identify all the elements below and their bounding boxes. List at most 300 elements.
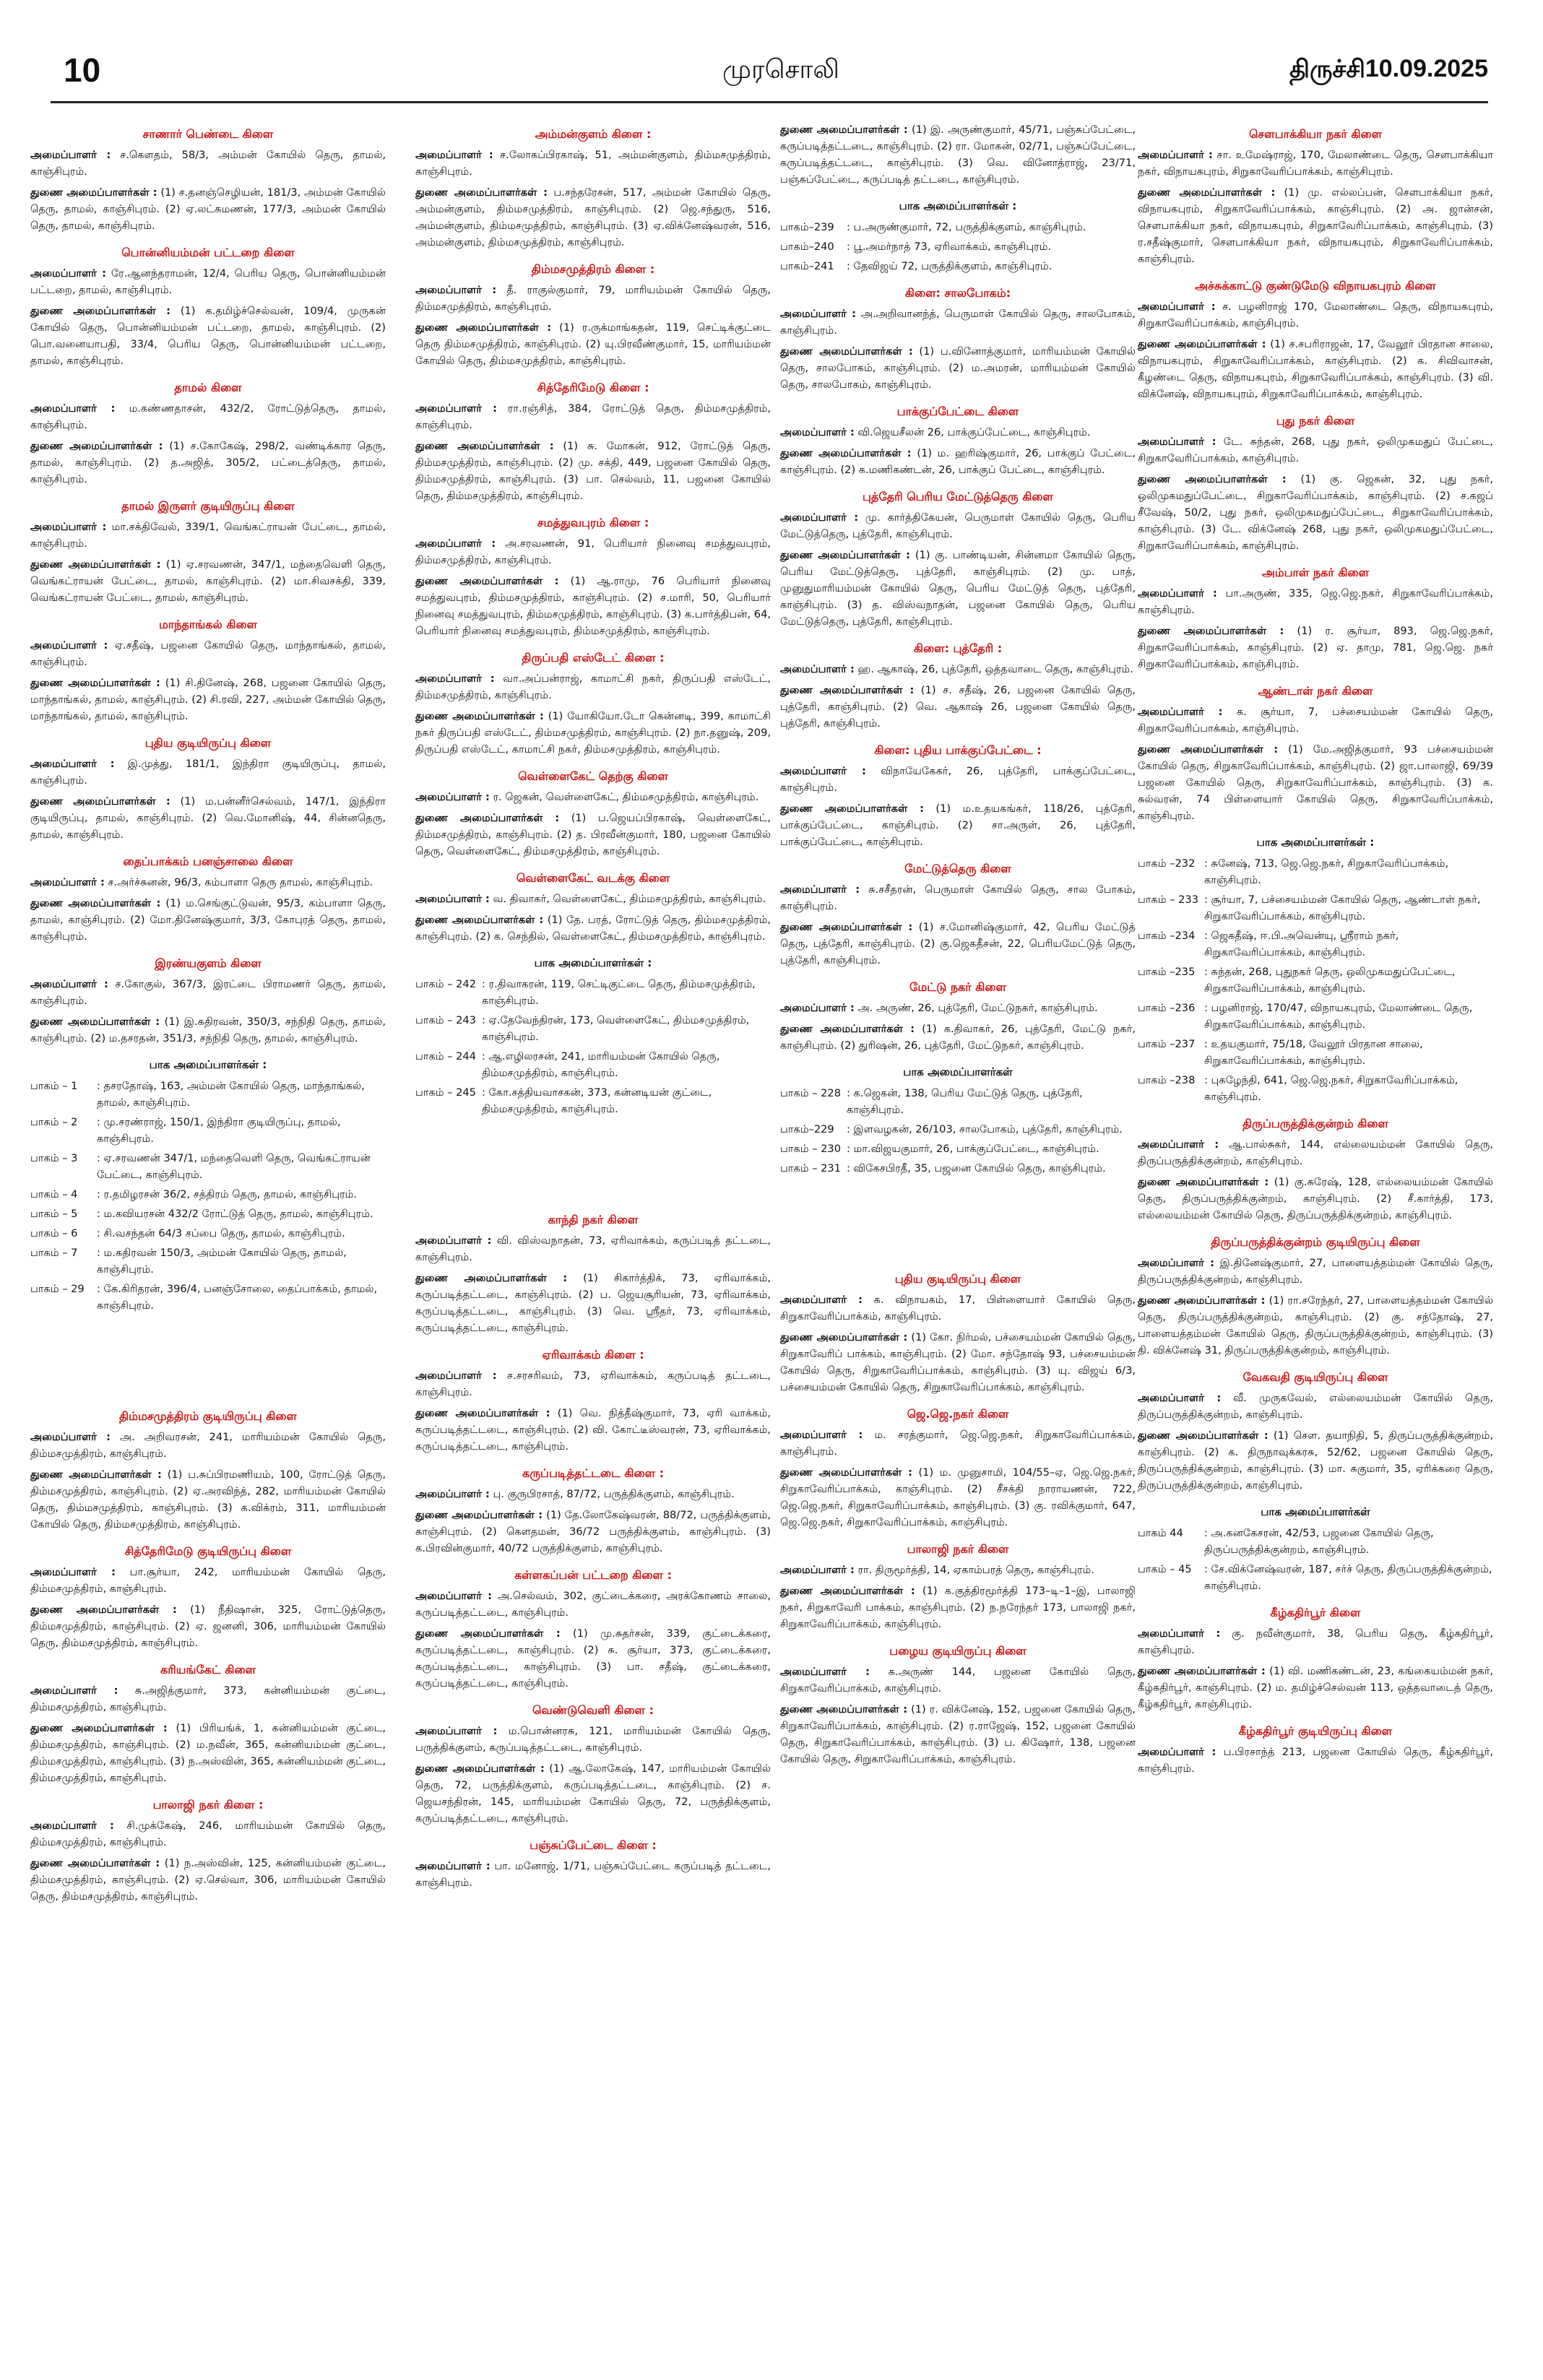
branch-title: திருப்பருத்திக்குன்றம் கிளை: [1242, 1117, 1388, 1130]
vice-entry: [30, 1855, 386, 1905]
vice-label: துணை அமைப்பாளர்கள் :: [1138, 473, 1287, 485]
president-entry: [415, 535, 771, 568]
vice-entry: [780, 1464, 1136, 1531]
branch-title: வெள்ளைகேட் வடக்கு கிளை: [516, 871, 670, 885]
vice-value: (1) பிரியங்க், 1, கன்னியம்மன் குட்டை, திம்மசமுத்திரம், காஞ்சிபுரம். (2) ம.நவீன், 365, கன்னியம்மன் குட்டை, திம்மசமுத்திரம், காஞ்சிபுரம். (3) ந.அஸ்வின், 365, கன்னியம்மன் குட்டை, திம்மசமுத்திரம், காஞ்சிபுரம்.: [30, 1722, 386, 1784]
vice-entry: [1138, 1174, 1493, 1224]
vice-value: (1) தே.லோகேஷ்வரன், 88/72, பருத்திக்குளம், காஞ்சிபுரம். (2) கௌதமன், 36/72 பருத்திக்குளம், காஞ்சிபுரம். (3) க.பிரவின்குமார், 40/72 பருத்திக்குளம், காஞ்சிபுரம்.: [415, 1509, 771, 1554]
vice-value: (1) இ. அருண்குமார், 45/71, பஞ்சுப்பேட்டை, கருப்படித்தட்டடை, காஞ்சிபுரம். (2) ரா. மோகன், 02/71, பஞ்சுப்பேட்டை, கருப்படித்தட்டடை, காஞ்சிபுரம். (3) வெ. வினோத்ராஜ், 23/71, பஞ்சுப்பேட்டை, கருப்படித் தட்டடை, காஞ்சிபுரம்.: [780, 124, 1136, 186]
president-label: அமைப்பாளர் :: [415, 402, 498, 415]
branch-section: [780, 1643, 1136, 1767]
vice-label: துணை அமைப்பாளர்கள் :: [415, 321, 552, 334]
vice-entry: [415, 1625, 771, 1692]
branch-section: [30, 244, 386, 369]
branch-title: புதிய குடியிருப்பு கிளை: [144, 736, 272, 750]
vice-label: துணை அமைப்பாளர்கள் :: [780, 1703, 908, 1715]
vice-value: (1) நீதிஷான், 325, ரோட்டுத்தெரு, திம்மசமுத்திரம், காஞ்சிபுரம். (2) ஏ. ஜனனி, 306, மாரியம்மன் கோயில் தெரு, திம்மசமுத்திரம், காஞ்சிபுரம்.: [30, 1604, 386, 1649]
part-organisers: [1138, 834, 1493, 1105]
vice-label: துணை அமைப்பாளர்கள் :: [415, 440, 554, 452]
part-row: [30, 1281, 386, 1314]
part-name: : ஏ.தேவேந்திரன், 173, வெள்ளைகேட், திம்மசமுத்திரம், காஞ்சிபுரம்.: [482, 1014, 750, 1043]
vice-entry: [30, 438, 386, 488]
vice-label: துணை அமைப்பாளர்கள் :: [780, 1023, 915, 1035]
president-label: அமைப்பாளர் :: [1138, 1138, 1219, 1151]
president-label: அமைப்பாளர் :: [1138, 1627, 1221, 1640]
branch-section: [30, 126, 386, 234]
vice-entry: [30, 1466, 386, 1533]
branch-title: வெண்டுவெளி கிளை :: [532, 1703, 654, 1717]
branch-section: [780, 403, 1136, 478]
masthead: [51, 51, 1488, 94]
branch-title: திருப்பதி எஸ்டேட் கிளை :: [522, 651, 665, 665]
part-row: [1138, 1525, 1493, 1558]
branch-section: [1138, 1234, 1493, 1359]
president-label: அமைப்பாளர் :: [415, 1234, 492, 1247]
president-label: அமைப்பாளர் :: [415, 1369, 497, 1382]
branch-title: கள்ளகப்பன் பட்டறை கிளை :: [514, 1568, 672, 1582]
vice-entry: [1138, 336, 1493, 402]
president-entry: [30, 1429, 386, 1462]
president-value: ம. சரத்குமார், ஜெ.ஜெ.நகர், சிறுகாவேரிப்பாக்கம், காஞ்சிபுரம்.: [780, 1429, 1136, 1458]
part-number: பாகம் – 245: [415, 1086, 476, 1099]
president-value: வி.ஜெயசீலன் 26, பாக்குப்பேட்டை, காஞ்சிபுரம்.: [857, 426, 1091, 438]
vice-label: துணை அமைப்பாளர்கள் :: [780, 1466, 913, 1479]
vice-value: (1) சௌ. தயாநிதி, 5, திருப்பருத்திக்குன்றம், காஞ்சிபுரம். (2) க. திருநாவுக்கரசு, 52/62, பஜனை கோயில் தெரு, திருப்பருத்திக்குன்றம், காஞ்சிபுரம். (3) மா. சுகுமார், 35, ஏரிக்கரை தெரு, திருப்பருத்திக்குன்றம், காஞ்சிபுரம்.: [1138, 1429, 1493, 1492]
president-value: அ.செல்வம், 302, குட்டைக்கரை, அரக்கோணம் சாலை, கருப்படித்தட்டடை, காஞ்சிபுரம்.: [415, 1590, 771, 1619]
part-name: : உதயகுமார், 75/18, வேலூர் பிரதான சாலை, சிறுகாவேரிப்பாக்கம், காஞ்சிபுரம்.: [1204, 1038, 1423, 1067]
part-number: பாகம் – 4: [30, 1188, 78, 1200]
vice-label: துணை அமைப்பாளர்கள் :: [30, 1857, 160, 1869]
president-entry: [415, 282, 771, 315]
vice-entry: [415, 708, 771, 758]
vice-value: (1) ஏ.சரவணன், 347/1, மந்தைவெளி தெரு, வெங்கட்ராயன் பேட்டை, தாமல், காஞ்சிபுரம். (2) மா.சிவசக்தி, 339, வெங்கட்ராயன் பேட்டை, தாமல், காஞ்சிபுரம்.: [30, 558, 386, 604]
vice-entry: [415, 1760, 771, 1827]
president-entry: [1138, 1255, 1493, 1288]
vice-entry: [1138, 623, 1493, 672]
vice-value: (1) ச.மோனிஷ்குமார், 42, பெரிய மேட்டுத் தெரு, புத்தேரி, காஞ்சிபுரம். (2) கு.ஜெகதீசன், 22, பெரியமேட்டுத் தெரு, புத்தேரி, காஞ்சிபுரம்.: [780, 921, 1136, 966]
part-name: : ஆ.எழிலரசன், 241, மாரியம்மன் கோயில் தெரு, திம்மசமுத்திரம், காஞ்சிபுரம்.: [482, 1050, 720, 1079]
president-value: விநாயேகேகர், 26, புத்தேரி, பாக்குப்பேட்டை, காஞ்சிபுரம்.: [780, 765, 1136, 794]
branch-section: [415, 1702, 771, 1827]
president-label: அமைப்பாளர் :: [30, 1819, 114, 1832]
president-label: அமைப்பாளர் :: [30, 521, 107, 533]
president-label: அமைப்பாளர் :: [30, 402, 116, 415]
president-label: அமைப்பாளர் :: [1138, 706, 1223, 718]
page-number: 10: [64, 51, 101, 89]
vice-entry: [30, 184, 386, 234]
header-rule: [51, 101, 1488, 103]
branch-title: கிளை: புத்தேரி :: [913, 641, 1003, 655]
president-value: அ. அருண், 26, புத்தேரி, மேட்டுநகர், காஞ்சிபுரம்.: [857, 1002, 1098, 1014]
branch-title: காந்தி நகர் கிளை: [548, 1213, 639, 1226]
president-value: க. விநாயகம், 17, பிள்ளையார் கோயில் தெரு, சிறுகாவேரிப்பாக்கம், காஞ்சிபுரம்.: [780, 1294, 1136, 1323]
vice-entry: [1138, 471, 1493, 554]
vice-entry: [780, 919, 1136, 969]
vice-entry: [30, 303, 386, 369]
president-value: பா. மனோஜ், 1/71, பஞ்சுப்பேட்டை கருப்படித் தட்டடை, காஞ்சிபுரம்.: [415, 1860, 771, 1889]
part-row: [780, 1121, 1136, 1138]
branch-section: [30, 1796, 386, 1905]
branch-section: [30, 955, 386, 1047]
spacer: [415, 1128, 771, 1207]
president-entry: [415, 789, 771, 805]
vice-entry: [30, 1013, 386, 1047]
part-number: பாகம் – 45: [1138, 1563, 1192, 1575]
vice-label: துணை அமைப்பாளர்கள் :: [780, 1585, 915, 1597]
president-label: அமைப்பாளர் :: [415, 149, 493, 161]
president-value: அ.சரவணன், 91, பெரியார் நினைவு சமத்துவபுரம், திம்மசமுத்திரம், காஞ்சிபுரம்.: [415, 537, 771, 566]
vice-entry: [415, 1405, 771, 1455]
part-row: [1138, 891, 1493, 925]
vice-value: (1) ந.அஸ்வின், 125, கன்னியம்மன் குட்டை, திம்மசமுத்திரம், காஞ்சிபுரம். (2) ஏ.செல்வா, 306, மாரியம்மன் கோயில் தெரு, திம்மசமுத்திரம், காஞ்சிபுரம்.: [30, 1857, 386, 1903]
part-number: பாகம் – 233: [1138, 893, 1198, 906]
part-number: பாகம் – 228: [780, 1087, 841, 1099]
vice-label: துணை அமைப்பாளர்கள் :: [780, 684, 915, 696]
vice-entry: [415, 438, 771, 504]
president-entry: [780, 763, 1136, 796]
president-entry: [1138, 147, 1493, 180]
branch-title: தாமல் இருளர் குடியிருப்பு கிளை: [121, 499, 295, 513]
branch-title: புது நகர் கிளை: [1276, 414, 1355, 428]
vice-label: துணை அமைப்பாளர்கள் :: [1138, 338, 1266, 350]
vice-entry: [1138, 184, 1493, 267]
president-label: அமைப்பாளர் :: [30, 978, 108, 990]
president-value: அ. அறிவரசன், 241, மாரியம்மன் கோயில் தெரு, திம்மசமுத்திரம், காஞ்சிபுரம்.: [30, 1431, 386, 1460]
president-label: அமைப்பாளர் :: [780, 1429, 863, 1441]
president-entry: [780, 1427, 1136, 1460]
part-number: பாகம் – 7: [30, 1247, 78, 1259]
vice-value: (1) ப.சுப்பிரமணியம், 100, ரோட்டுத் தெரு, திம்மசமுத்திரம், காஞ்சிபுரம். (2) ஏ.அரவிந்த், 282, மாரியம்மன் கோயில் தெரு, திம்மசமுத்திரம், காஞ்சிபுரம். (3) க.விக்ரம், 311, மாரியம்மன் கோயில் தெரு, திம்மசமுத்திரம், காஞ்சிபுரம்.: [30, 1468, 386, 1531]
branch-title: கருப்படித்தட்டடை கிளை :: [522, 1466, 665, 1480]
president-entry: [30, 637, 386, 670]
vice-label: துணை அமைப்பாளர்கள் :: [415, 710, 544, 722]
part-name: : சி.வசந்தன் 64/3 சப்பை தெரு, தாமல், காஞ்சிபுரம்.: [97, 1227, 345, 1239]
vice-entry: [30, 1720, 386, 1786]
part-name: : விகேசபிரதீ, 35, பஜனை கோயில் தெரு, காஞ்சிபுரம்.: [847, 1162, 1106, 1174]
vice-entry: [1138, 1292, 1493, 1359]
part-number: பாகம் 44: [1138, 1527, 1183, 1539]
branch-title: தாமல் கிளை: [174, 381, 242, 394]
president-label: அமைப்பாளர் :: [780, 511, 859, 524]
branch-title: சித்தேரிமேடு குடியிருப்பு கிளை: [124, 1544, 292, 1558]
vice-value: (1) ம.செங்குட்டுவன், 95/3, கம்பாளா தெரு, தாமல், காஞ்சிபுரம். (2) மோ.தினேஷ்குமார், 3/3, கோபுரத் தெரு, தாமல், காஞ்சிபுரம்.: [30, 897, 386, 943]
vice-entry: [30, 895, 386, 945]
president-entry: [415, 147, 771, 180]
branch-section: [780, 488, 1136, 630]
president-value: மா.சக்திவேல், 339/1, வெங்கட்ராயன் பேட்டை, தாமல், காஞ்சிபுரம்.: [30, 521, 386, 550]
president-label: அமைப்பாளர் :: [415, 672, 495, 685]
vice-value: (1) ப.வினோத்குமார், மாரியம்மன் கோயில் தெரு, சாலபோகம், காஞ்சிபுரம். (2) ம.அமரன், மாரியம்மன் கோயில் தெரு, சாலபோகம், காஞ்சிபுரம்.: [780, 345, 1136, 391]
branch-section: [30, 616, 386, 724]
president-entry: [780, 661, 1136, 678]
vice-value: (1) ச.சபரிராஜன், 17, வேலூர் பிரதான சாலை, விநாயகபுரம், சிறுகாவேரிப்பாக்கம், காஞ்சிபுரம். (2) க. சிவிவாசன், கீழண்டை தெரு, விநாயகபுரம், சிறுகாவேரிப்பாக்கம், காஞ்சிபுரம். (3) வி. விக்னேஷ், விநாயகபுரம், சிறுகாவேரிப்பாக்கம், காஞ்சிபுரம்.: [1138, 338, 1493, 400]
vice-value: (1) ச. சதீஷ், 26, பஜனை கோயில் தெரு, புத்தேரி, காஞ்சிபுரம். (2) வெ. ஆகாஷ் 26, பஜனை கோயில் தெரு, புத்தேரி, காஞ்சிபுரம்.: [780, 684, 1136, 730]
branch-section: [780, 640, 1136, 732]
vice-label: துணை அமைப்பாளர்கள் :: [415, 575, 559, 587]
president-value: ரா. திருமூர்த்தி, 14, ஏகாம்பரத் தெரு, காஞ்சிபுரம்.: [857, 1564, 1094, 1576]
part-organisers: [415, 955, 771, 1117]
vice-label: துணை அமைப்பாளர்கள் :: [30, 897, 161, 909]
branch-title: பாலாஜி நகர் கிளை: [907, 1542, 1009, 1556]
part-name: : சே.விக்னேஷ்வரன், 187, சர்ச் தெரு, திருப்பருத்திக்குன்றம், காஞ்சிபுரம்.: [1204, 1563, 1492, 1592]
president-entry: [30, 147, 386, 180]
column-4: [1138, 121, 1493, 2368]
president-value: சு.சசீதரன், பெருமாள் கோயில் தெரு, சால போகம், காஞ்சிபுரம்.: [780, 883, 1136, 912]
president-label: அமைப்பாளர் :: [415, 791, 490, 803]
branch-title: சமத்துவபுரம் கிளை :: [537, 516, 649, 529]
president-label: அமைப்பாளர் :: [415, 893, 490, 905]
branch-section: [780, 1541, 1136, 1632]
branch-section: [415, 261, 771, 369]
vice-label: துணை அமைப்பாளர்கள் :: [1138, 1429, 1268, 1442]
president-value: இ.தினேஷ்குமார், 27, பாளையத்தம்மன் கோயில் தெரு, திருப்பருத்திக்குன்றம், காஞ்சிபுரம்.: [1138, 1257, 1493, 1286]
vice-entry: [780, 1329, 1136, 1395]
branch-section: [30, 1408, 386, 1533]
president-entry: [415, 1486, 771, 1502]
president-label: அமைப்பாளர் :: [30, 267, 106, 280]
branch-title: பழைய குடியிருப்பு கிளை: [889, 1644, 1026, 1658]
part-name: : ர.திவாகரன், 119, செட்டிகுட்டை தெரு, திம்மசமுத்திரம், காஞ்சிபுரம்.: [482, 978, 756, 1007]
president-label: அமைப்பாளர் :: [780, 426, 855, 438]
part-name: : ர.தமிழரசன் 36/2, சத்திரம் தெரு, தாமல், காஞ்சிபுரம்.: [97, 1188, 358, 1200]
vice-entry: [30, 1601, 386, 1651]
continued-section: [780, 121, 1136, 188]
branch-section: [1138, 1369, 1493, 1494]
part-number: பாகம்–229: [780, 1123, 834, 1135]
part-number: பாகம் – 29: [30, 1283, 85, 1295]
vice-entry: [415, 319, 771, 369]
president-entry: [30, 756, 386, 789]
president-entry: [30, 1817, 386, 1851]
branch-title: கீழ்கதிர்பூர் கிளை: [1270, 1606, 1361, 1619]
part-row: [780, 219, 1136, 235]
vice-value: (1) கு.சுரேஷ், 128, எல்லையம்மன் கோயில் தெரு, திருப்பருத்திக்குன்றம், காஞ்சிபுரம். (2) சீ.கார்த்தி, 173, எல்லையம்மன் கோயில் தெரு, திருப்பருத்திக்குன்றம், காஞ்சிபுரம்.: [1138, 1176, 1493, 1221]
column-3: [780, 121, 1136, 2368]
part-row: [780, 1085, 1136, 1118]
vice-value: (1) ப.ஜெயப்பிரகாஷ், வெள்ளைகேட், திம்மசமுத்திரம், காஞ்சிபுரம். (2) த. பிரவீன்குமார், 180, பஜனை கோயில் தெரு, வெள்ளைகேட், திம்மசமுத்திரம், காஞ்சிபுரம்.: [415, 812, 771, 857]
part-name: : க.ஜெகன், 138, பெரிய மேட்டுத் தெரு, புத்தேரி, காஞ்சிபுரம்.: [847, 1087, 1083, 1116]
part-number: பாகம் –232: [1138, 857, 1196, 870]
president-label: அமைப்பாளர் :: [780, 1564, 855, 1576]
part-number: பாகம் – 230: [780, 1143, 841, 1155]
branch-section: [1138, 1115, 1493, 1224]
vice-entry: [1138, 1663, 1493, 1713]
vice-label: துணை அமைப்பாளர்கள் :: [30, 1604, 177, 1616]
president-label: அமைப்பாளர் :: [1138, 1746, 1216, 1758]
president-entry: [30, 1682, 386, 1715]
president-value: ச.அர்ச்சுனன், 96/3, கம்பாளா தெரு தாமல், காஞ்சிபுரம்.: [108, 876, 373, 888]
part-row: [1138, 1561, 1493, 1594]
president-entry: [780, 881, 1136, 914]
vice-value: (1) சிகார்த்திக், 73, ஏரிவாக்கம், கருப்படித்தட்டடை, காஞ்சிபுரம். (2) ப. ஜெயசூரியன், 73, ஏரிவாக்கம், கருப்படித்தட்டடை, காஞ்சிபுரம். (3) வெ. ஸ்ரீதர், 73, ஏரிவாக்கம், கருப்படித்தட்டடை, காஞ்சிபுரம்.: [415, 1272, 771, 1334]
vice-entry: [780, 121, 1136, 188]
branch-title: தைப்பாக்கம் பனஞ்சாலை கிளை: [123, 854, 293, 868]
president-entry: [415, 1858, 771, 1891]
president-value: ம.கண்ணதாசன், 432/2, ரோட்டுத்தெரு, தாமல், காஞ்சிபுரம்.: [30, 402, 386, 431]
part-row: [30, 1114, 386, 1147]
vice-label: துணை அமைப்பாளர்கள் :: [30, 1016, 160, 1028]
part-number: பாகம் – 231: [780, 1162, 841, 1174]
part-name: : பழனிராஜ், 170/47, விநாயகபுரம், மேலாண்டை தெரு, சிறுகாவேரிப்பாக்கம், காஞ்சிபுரம்.: [1204, 1002, 1473, 1031]
vice-value: (1) ர. சூர்யா, 893, ஜெ.ஜெ.நகர், சிறுகாவேரிப்பாக்கம், காஞ்சிபுரம். (2) ஏ. தாமு, 781, ஜெ.ஜெ. நகர் சிறுகாவேரிப்பாக்கம், காஞ்சிபுரம்.: [1138, 625, 1493, 670]
president-value: சா. உமேஷ்ராஜ், 170, மேலாண்டை தெரு, சௌபாக்கியா நகர், விநாயகபுரம், சிறுகாவேரிப்பாக்கம், காஞ்சிபுரம்.: [1138, 149, 1493, 178]
part-number: பாகம்–241: [780, 260, 834, 272]
president-value: வீ. முருகவேல், எல்லையம்மன் கோயில் தெரு, திருப்பருத்திக்குன்றம், காஞ்சிபுரம்.: [1138, 1392, 1493, 1421]
vice-value: (1) க.திவாகர், 26, புத்தேரி, மேட்டு நகர், காஞ்சிபுரம். (2) துரிஷன், 26, புத்தேரி, மேட்டுநகர், காஞ்சிபுரம்.: [780, 1023, 1136, 1052]
part-name: : மு.சரண்ராஜ், 150/1, இந்திரா குடியிருப்பு, தாமல், காஞ்சிபுரம்.: [97, 1116, 341, 1145]
part-row: [30, 1206, 386, 1222]
president-label: அமைப்பாளர் :: [780, 765, 866, 777]
president-value: க. சூர்யா, 7, பச்சையம்மன் கோயில் தெரு, சிறுகாவேரிப்பாக்கம், காஞ்சிபுரம்.: [1138, 706, 1493, 735]
president-entry: [780, 1663, 1136, 1697]
part-row: [1138, 1072, 1493, 1105]
branch-section: [780, 860, 1136, 969]
part-name: : மா.விஜயகுமார், 26, பாக்குப்பேட்டை, காஞ்சிபுரம்.: [847, 1143, 1099, 1155]
vice-entry: [30, 556, 386, 606]
branch-title: ஜெ.ஜெ.நகர் கிளை: [907, 1407, 1009, 1421]
vice-value: (1) ம. முனுசாமி, 104/55–ஏ, ஜெ.ஜெ.நகர், சிறுகாவேரிப்பாக்கம், காஞ்சிபுரம். (2) சீசக்தி நாராயணன், 722, ஜெ.ஜெ.நகர், சிறுகாவேரிப்பாக்கம், காஞ்சிபுரம். (3) கு. ரவிக்குமார், 647, ஜெ.ஜெ.நகர், சிறுகாவேரிப்பாக்கம், காஞ்சிபுரம்.: [780, 1466, 1136, 1528]
part-organisers-title: பாக அமைப்பாளர்கள்: [903, 1065, 1013, 1078]
president-entry: [30, 400, 386, 433]
vice-entry: [415, 573, 771, 639]
part-name: : சுனேஷ், 713, ஜெ.ஜெ.நகர், சிறுகாவேரிப்பாக்கம், காஞ்சிபுரம்.: [1204, 857, 1449, 886]
branch-section: [30, 379, 386, 488]
vice-label: துணை அமைப்பாளர்கள் :: [415, 186, 548, 199]
part-number: பாகம் – 243: [415, 1014, 476, 1026]
part-number: பாகம் – 5: [30, 1208, 78, 1220]
part-name: : கோ.சத்தியவாசகன், 373, கன்னடியன் குட்டை, திம்மசமுத்திரம், காஞ்சிபுரம்.: [482, 1086, 712, 1115]
column-1: [30, 121, 386, 2368]
part-row: [30, 1225, 386, 1242]
vice-label: துணை அமைப்பாளர்கள் :: [1138, 1294, 1266, 1307]
president-value: அ.அறிவானந்த், பெருமாள் கோயில் தெரு, சாலபோகம், காஞ்சிபுரம்.: [780, 308, 1136, 337]
president-value: கு. நவீன்குமார், 38, பெரிய தெரு, கீழ்கதிர்பூர், காஞ்சிபுரம்.: [1138, 1627, 1493, 1656]
president-entry: [415, 670, 771, 704]
part-row: [1138, 1036, 1493, 1069]
president-entry: [415, 1588, 771, 1621]
president-entry: [415, 1232, 771, 1265]
vice-value: (1) கோ. நிர்மல், பச்சையம்மன் கோயில் தெரு, சிறுகாவேரிப் பாக்கம், காஞ்சிபுரம். (2) மோ. சந்தோஷ் 93, பச்சையம்மன் கோயில் தெரு, சிறுகாவேரிப்பாக்கம், காஞ்சிபுரம். (3) யு. விஜய் 6/3, பச்சையம்மன் கோயில் தெரு, சிறுகாவேரிப்பாக்கம், காஞ்சிபுரம்.: [780, 1331, 1136, 1393]
president-entry: [780, 1291, 1136, 1325]
vice-entry: [1138, 741, 1493, 824]
part-row: [30, 1245, 386, 1278]
part-number: பாகம் – 1: [30, 1080, 78, 1092]
vice-value: (1) தே. பரத், ரோட்டுத் தெரு, திம்மசமுத்திரம், காஞ்சிபுரம். (2) க. செந்தில், வெள்ளைகேட், திம்மசமுத்திரம், காஞ்சிபுரம்.: [415, 914, 771, 943]
president-entry: [30, 265, 386, 298]
vice-value: (1) ம. ஹரிஷ்குமார், 26, பாக்குப் பேட்டை, காஞ்சிபுரம். (2) க.மணிகண்டன், 26, பாக்குப் பேட்டை, காஞ்சிபுரம்.: [780, 447, 1136, 476]
vice-value: (1) ம.உதயகங்கர், 118/26, புத்தேரி, பாக்குப்பேட்டை, காஞ்சிபுரம். (2) சா.அருள், 26, புத்தேரி, பாக்குப்பேட்டை, காஞ்சிபுரம்.: [780, 802, 1136, 848]
vice-label: துணை அமைப்பாளர்கள் :: [780, 1331, 908, 1343]
branch-title: திருப்பருத்திக்குன்றம் குடியிருப்பு கிளை: [1211, 1235, 1420, 1249]
vice-entry: [780, 1583, 1136, 1632]
branch-title: வெள்ளைகேட் தெற்கு கிளை: [518, 769, 668, 783]
president-entry: [1138, 1625, 1493, 1658]
part-organisers-title: பாக அமைப்பாளர்கள்: [1261, 1505, 1370, 1518]
column-2: [415, 121, 771, 2368]
vice-label: துணை அமைப்பாளர்கள் :: [30, 795, 170, 808]
vice-label: துணை அமைப்பாளர்கள் :: [415, 1762, 545, 1775]
president-value: பா.அருண், 335, ஜெ.ஜெ.நகர், சிறுகாவேரிப்பாக்கம், காஞ்சிபுரம்.: [1138, 587, 1493, 616]
vice-entry: [415, 184, 771, 251]
part-organisers-title: பாக அமைப்பாளர்கள் :: [534, 956, 652, 969]
branch-section: [780, 979, 1136, 1054]
branch-section: [780, 285, 1136, 393]
branch-section: [415, 870, 771, 945]
president-value: இ.முத்து, 181/1, இந்திரா குடியிருப்பு, தாமல், காஞ்சிபுரம்.: [30, 758, 386, 787]
vice-label: துணை அமைப்பாளர்கள் :: [780, 921, 913, 933]
president-entry: [415, 1723, 771, 1756]
president-label: அமைப்பாளர் :: [415, 1488, 490, 1500]
part-name: : ம.கவியரசன் 432/2 ரோட்டுத் தெரு, தாமல், காஞ்சிபுரம்.: [97, 1208, 373, 1220]
vice-entry: [415, 810, 771, 860]
president-label: அமைப்பாளர் :: [30, 149, 111, 161]
branch-section: [415, 379, 771, 504]
president-entry: [780, 1000, 1136, 1016]
branch-title: மேட்டுத்தெரு கிளை: [904, 862, 1011, 875]
part-row: [780, 258, 1136, 274]
president-value: டே. சுந்தன், 268, புது நகர், ஒலிமுகமதுப் பேட்டை, சிறுகாவேரிப்பாக்கம், காஞ்சிபுரம்.: [1138, 436, 1493, 464]
branch-section: [780, 742, 1136, 850]
vice-value: (1) ச.தனஞ்செழியன், 181/3, அம்மன் கோயில் தெரு, தாமல், காஞ்சிபுரம். (2) ஏ.லட்சுமணன், 177/3, அம்மன் கோயில் தெரு, தாமல், காஞ்சிபுரம்.: [30, 186, 386, 232]
vice-value: (1) க.குத்திரமூர்த்தி 173–டி–1–இ, பாலாஜி நகர், சிறுகாவேரி பாக்கம், காஞ்சிபுரம். (2) ந.நரேந்தர் 173, பாலாஜி நகர், சிறுகாவேரிப்பாக்கம், காஞ்சிபுரம்.: [780, 1585, 1136, 1630]
president-label: அமைப்பாளர் :: [1138, 1257, 1214, 1269]
vice-value: (1) மு. எல்லப்பன், சௌபாக்கியா நகர், விநாயகபுரம், சிறுகாவேரிப்பாக்கம், காஞ்சிபுரம். (2) அ. ஜான்சன், சௌபாக்கியா நகர், விநாயகபுரம், சிறுகாவேரிப்பாக்கம், காஞ்சிபுரம். (3) ர.சதீஷ்குமார், சௌபாக்கியா நகர், விநாயகபுரம், சிறுகாவேரிப்பாக்கம், காஞ்சிபுரம்.: [1138, 186, 1493, 265]
spacer: [30, 1324, 386, 1403]
branch-title: இரண்யகுளம் கிளை: [155, 956, 262, 970]
part-number: பாகம் –236: [1138, 1002, 1196, 1014]
president-value: ர. ஜெகன், வெள்ளைகேட், திம்மசமுத்திரம், காஞ்சிபுரம்.: [493, 791, 759, 803]
president-value: வா.அப்பன்ராஜ், காமாட்சி நகர், திருப்பதி எஸ்டேட், திம்மசமுத்திரம், காஞ்சிபுரம்.: [415, 672, 771, 701]
part-row: [415, 1084, 771, 1117]
part-organisers: [780, 1064, 1136, 1177]
part-number: பாகம்–239: [780, 221, 834, 233]
branch-section: [1138, 1723, 1493, 1777]
part-number: பாகம் – 6: [30, 1227, 78, 1239]
part-number: பாகம் –238: [1138, 1074, 1196, 1086]
president-value: சு.அஜித்குமார், 373, கன்னியம்மன் குட்டை, திம்மசமுத்திரம், காஞ்சிபுரம்.: [30, 1684, 386, 1713]
president-value: ம.பொன்னரசு, 121, மாரியம்மன் கோயில் தெரு, பருத்திக்குளம், கருப்படித்தட்டடை, காஞ்சிபுரம்.: [415, 1725, 771, 1754]
president-entry: [780, 1562, 1136, 1578]
branch-section: [415, 1465, 771, 1557]
vice-label: துணை அமைப்பாளர்கள் :: [1138, 186, 1276, 199]
president-value: ச. பழனிராஜ் 170, மேலாண்டை தெரு, விநாயகபுரம், சிறுகாவேரிப்பாக்கம், காஞ்சிபுரம்.: [1138, 300, 1493, 329]
branch-section: [30, 1543, 386, 1651]
part-name: : தேவிஜய் 72, பருத்திக்குளம், காஞ்சிபுரம்.: [847, 260, 1053, 272]
branch-section: [1138, 126, 1493, 267]
part-number: பாகம் – 3: [30, 1152, 78, 1164]
part-organisers: [30, 1057, 386, 1314]
vice-entry: [780, 1701, 1136, 1767]
branch-title: வேகவதி குடியிருப்பு கிளை: [1242, 1370, 1388, 1384]
branch-section: [30, 498, 386, 606]
president-entry: [1138, 1390, 1493, 1423]
president-entry: [30, 976, 386, 1009]
vice-value: (1) இ.கதிரவன், 350/3, சந்நிதி தெரு, தாமல், காஞ்சிபுரம். (2) ம.தசரதன், 351/3, சந்நிதி தெரு, தாமல், காஞ்சிபுரம்.: [30, 1016, 386, 1044]
president-label: அமைப்பாளர் :: [1138, 587, 1217, 600]
part-row: [30, 1186, 386, 1203]
vice-value: (1) க.தமிழ்ச்செல்வன், 109/4, முருகன் கோயில் தெரு, பொன்னியம்மன் பட்டறை, தாமல், காஞ்சிபுரம். (2) பொ.வனையாபதி, 33/4, பெரிய தெரு, பொன்னியம்மன் பட்டறை, தாமல், காஞ்சிபுரம்.: [30, 305, 386, 367]
president-value: ரா.ரஞ்சித், 384, ரோட்டுத் தெரு, திம்மசமுத்திரம், காஞ்சிபுரம்.: [415, 402, 771, 431]
branch-section: [1138, 564, 1493, 672]
part-organisers: [780, 198, 1136, 274]
branch-section: [30, 1661, 386, 1786]
part-name: : புகழேந்தி, 641, ஜெ.ஜெ.நகர், சிறுகாவேரிப்பாக்கம், காஞ்சிபுரம்.: [1204, 1074, 1458, 1103]
president-entry: [1138, 585, 1493, 618]
president-label: அமைப்பாளர் :: [415, 1725, 498, 1737]
part-row: [780, 1160, 1136, 1177]
branch-section: [780, 1406, 1136, 1531]
vice-label: துணை அமைப்பாளர்கள் :: [415, 1509, 543, 1521]
